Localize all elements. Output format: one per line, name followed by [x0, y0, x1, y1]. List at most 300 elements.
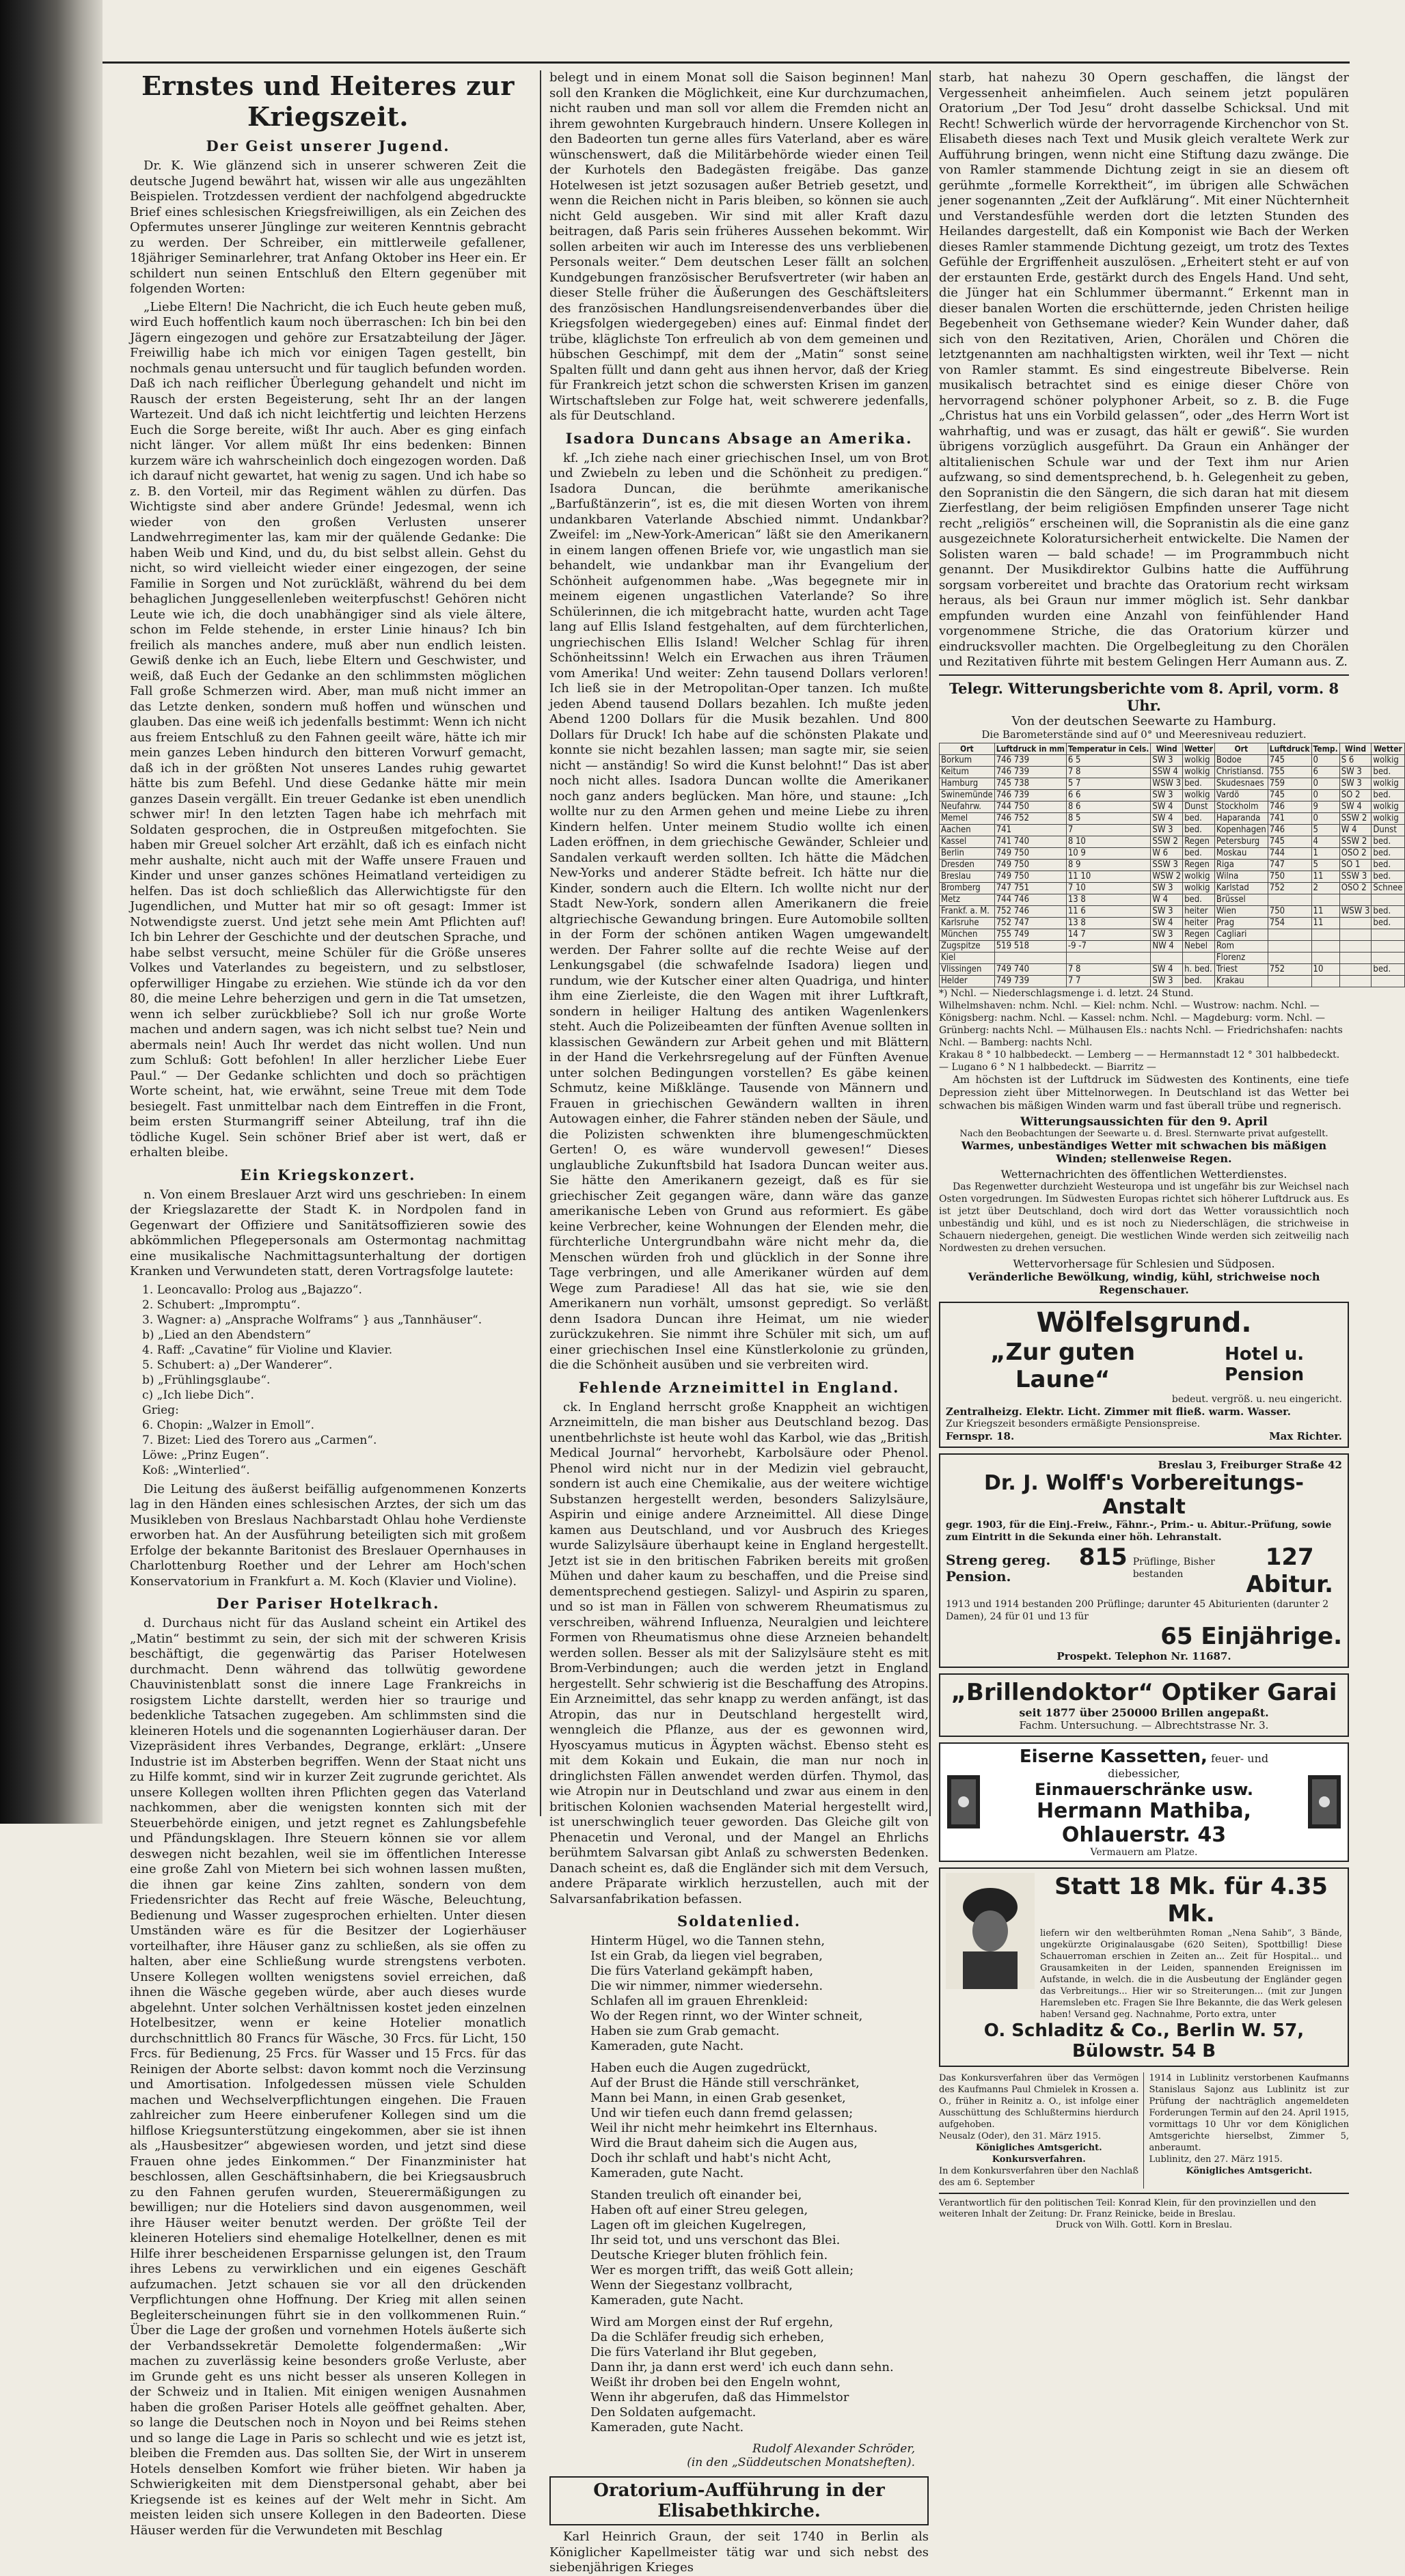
- weather-cell: Wilna: [1214, 871, 1268, 882]
- weather-cell: W 6: [1151, 847, 1183, 859]
- weather-cell: Regen: [1183, 836, 1215, 847]
- page-headline: Ernstes und Heiteres zur Kriegszeit.: [141, 70, 515, 132]
- column-2: [540, 70, 929, 2575]
- weather-cell: [1339, 929, 1372, 940]
- weather-row: [940, 917, 1405, 929]
- weather-column-header: Luftdruck: [1268, 743, 1311, 754]
- weather-cell: 755 749: [994, 929, 1066, 940]
- program-item: 4. Raff: „Cavatine“ für Violine und Klavier.: [142, 1343, 393, 1357]
- ad-wolff-anstalt: [939, 1453, 1349, 1668]
- poem-line: Haben sie zum Grab gemacht.: [590, 2024, 780, 2038]
- poem-line: Wenn ihr abgerufen, daß das Himmelstor: [590, 2390, 849, 2404]
- weather-cell: bed.: [1372, 963, 1404, 975]
- weather-row: [940, 859, 1405, 871]
- ad-line: Zur Kriegszeit besonders ermäßigte Pensionspreise.: [946, 1418, 1201, 1429]
- weather-cell: 11: [1311, 871, 1339, 882]
- weather-row: [940, 905, 1405, 917]
- weather-row: [940, 882, 1405, 894]
- weather-row: [940, 940, 1405, 952]
- poem-line: Dann ihr, ja dann erst werd' ich euch dann sehn.: [590, 2360, 894, 2374]
- weather-cell: 750: [1268, 905, 1311, 917]
- weather-cell: 11: [1311, 905, 1339, 917]
- weather-row: [940, 836, 1405, 847]
- weather-column-header: Temp.: [1311, 743, 1339, 754]
- ad-optiker-garai: [939, 1673, 1349, 1737]
- program-item: 1. Leoncavallo: Prolog aus „Bajazzo“.: [142, 1283, 362, 1297]
- poem-line: Kameraden, gute Nacht.: [590, 2420, 744, 2435]
- imprint: Verantwortlich für den politischen Teil: Konrad Klein, für den provinziellen und den weiteren Inhalt der Zeitung: Dr. Franz Reinicke, beide in Breslau.: [939, 2197, 1316, 2219]
- notice-text: 1914 in Lublinitz verstorbenen Kaufmanns Stanislaus Sajonz aus Lublinitz ist zur Prüfung der nachträglich angemeldeten Forderungen Termin auf den 24. April 1915, vormittags 10 Uhr vor dem Königlichen Amtsgerichte hierselbst, Zimmer 5, anberaumt.: [1149, 2072, 1349, 2153]
- article-paragraph: „Liebe Eltern! Die Nachricht, die ich Euch heute geben muß, wird Euch hoffentlich kaum noch überraschen: Ich bin bei den Jägern eingezogen und gehöre zur Ersatzabteilung der Jäger. Freiwillig habe ich mich vor einigen Tagen gestellt, bin nochmals genau untersucht und für tauglich befunden worden. Daß ich nach reiflicher Überlegung gehandelt und nicht im Rausch der ersten Begeisterung, seht Ihr an der langen Wartezeit. Und daß ich nicht leichtfertig und leichten Herzens Euch die Sorge bereite, wißt Ihr auch. Aber es ging einfach nicht länger. Vor allem müßt Ihr eins bedenken: Binnen kurzem wäre ich wahrscheinlich doch eingezogen worden. Daß ich darauf nicht gewartet, hat wenig zu sagen. Und ich habe so z. B. den Vorteil, mir das Regiment wählen zu dürfen. Das Wichtigste sind aber andere Gründe! Jedesmal, wenn ich wieder von den großen Verlusten unserer Landwehrregimenter las, kam mir der quälende Gedanke: Die haben Weib und Kind, und du, du bist selbst allein. Gehst du nicht, so wird vielleicht wieder einer eingezogen, der seine Familie in Sorgen und Not zurückläßt, während du bei dem behaglichen Junggesellenleben weiterpfuschst! Gehören nicht Leute wie ich, die doch unabhängiger sind als viele ältere, schon im Felde stehende, in erster Linie hinaus? Ich bin freilich als manches andere, muß aber nun endlich leisten. Gewiß denke ich an Euch, liebe Eltern und Geschwister, und weiß, daß Euch der Gedanke an den schlimmsten möglichen Fall große Schmerzen wird. Aber, man muß nicht immer an das Letzte denken, sondern muß hoffen und wünschen und glauben. Das eine weiß ich jedenfalls bestimmt: Wenn ich nicht aus freiem Entschluß zu den Fahnen geeilt wäre, hätte ich mir mein ganzes Leben hindurch den bitteren Vorwurf gemacht, daß ich in der größten Not unseres Landes ruhig gewartet hätte bis zum Befehl. Und diese Gedanke hätte mir mein ganzes Dasein vergällt. Ein treuer Gedanke ist eben unendlich schwer mir! In den letzten Tagen habe ich mehrfach mit Soldaten gesprochen, die in Ostpreußen mitgefochten. Sie haben mir Greuel solcher Art erzählt, daß ich es einfach nicht mehr aushalte, nicht auch mit der Waffe unsere Frauen und Kinder und unser ganzes schönes Heimatland verteidigen zu helfen. Das ist doch schließlich das Allerwichtigste für den Jugendlichen, und Mutter hat mir so oft gesagt: Immer ist Notwendigste zuerst. Und jetzt sehe mein Amt Pflichten auf! Ich bin Lehrer der Geschichte und der deutschen Sprache, und habe selbst versucht, meine Schüler für die Größe unseres Volkes und Vaterlandes zu begeistern, und zu selbstloser, opferwilliger Hingabe zu erziehen. Wie stünde ich da vor den 80, die meine Lehre beherzigen und gern in die Tat umsetzen, wenn ich selber zurückbliebe? Soll ich nur große Worte machen und andern sagen, was ich nicht selbst tue? Nein und abermals nein! Auch Ihr werdet das nicht wollen. Und nun zum Schluß: Gott befohlen! In aller herzlicher Liebe Euer Paul.“ — Der Gedanke schlichten und doch so prächtigen Worte scheint, hat, wie erwähnt, seine Treue mit dem Tode besiegelt. Fast unmittelbar nach dem Eintreffen in die Front, beim ersten Sturmangriff seiner Abteilung, traf ihn die tödliche Kugel. Sein schöner Brief aber ist wert, daß er erhalten bleibe.: [130, 299, 526, 1160]
- weather-cell: bed.: [1372, 905, 1404, 917]
- weather-cell: 749 740: [994, 963, 1066, 975]
- weather-cell: bed.: [1372, 766, 1404, 778]
- poem-line: Da die Schläfer freudig sich erheben,: [590, 2330, 825, 2344]
- weather-cell: bed.: [1183, 975, 1215, 987]
- program-item: 3. Wagner: a) „Ansprache Wolframs“ } aus „Tannhäuser“.: [142, 1313, 482, 1327]
- weather-cell: München: [940, 929, 995, 940]
- program-item: c) „Ich liebe Dich“.: [142, 1388, 254, 1402]
- weather-cell: bed.: [1372, 871, 1404, 882]
- weather-cell: Karlstad: [1214, 882, 1268, 894]
- weather-row: [940, 975, 1405, 987]
- weather-cell: -9 -7: [1066, 940, 1151, 952]
- article-title-duncan: Isadora Duncans Absage an Amerika.: [565, 429, 913, 447]
- weather-cell: 7: [1066, 824, 1151, 836]
- poem-stanza: [590, 1934, 929, 2054]
- weather-cell: 8 5: [1066, 812, 1151, 824]
- weather-row: [940, 847, 1405, 859]
- weather-cell: [1151, 952, 1183, 963]
- ad-mathiba: [939, 1742, 1349, 1862]
- poem: [590, 1934, 929, 2435]
- weather-cell: [1268, 952, 1311, 963]
- book-binding-edge: [0, 0, 103, 1824]
- poem-line: Haben oft auf einer Streu gelegen,: [590, 2203, 808, 2217]
- wetterdienst-text: Das Regenwetter durchzieht Westeuropa und ist ungefähr bis zur Weichsel nach Osten vorgedrungen. Im Südwesten Europas richtet sich höherer Luftdruck aus. Es ist jetzt über Deutschland, doch wird dort das Wetter voraussichtlich noch unbeständig und kühl, und es ist noch zu Niederschlägen, die strichweise in Schauern niedergehen, geneigt. Die westlichen Winde werden sich zeitweilig nach Nordwesten zu drehen versuchen.: [939, 1181, 1349, 1254]
- weather-cell: SW 4: [1151, 812, 1183, 824]
- notice-court: Königliches Amtsgericht.: [975, 2142, 1102, 2153]
- ad-nena-sahib: [939, 1867, 1349, 2067]
- weather-cell: 747: [1268, 859, 1311, 871]
- weather-cell: SSW 2: [1339, 812, 1372, 824]
- weather-footnote: Wilhelmshaven: nchm. Nchl. — Kiel: nchm. Nchl. — Wustrow: nachm. Nchl. — Königsberg: nachm. Nchl. — Kassel: nchm. Nchl. — Magdeburg: vorm. Nchl. — Grünberg: nachts Nchl. — Mülhausen Els.: nachts Nchl. — Friedrichshafen: nachts Nchl. — Bamberg: nachts Nchl.: [939, 1000, 1343, 1048]
- weather-cell: Hamburg: [940, 778, 995, 789]
- weather-cell: 752 747: [994, 917, 1066, 929]
- weather-cell: wolkig: [1183, 754, 1215, 766]
- poem-line: Ihr seid tot, und uns verschont das Blei.: [590, 2233, 841, 2247]
- weather-cell: 746 739: [994, 754, 1066, 766]
- weather-cell: 744 746: [994, 894, 1066, 905]
- program-item: Koß: „Winterlied“.: [142, 1463, 250, 1477]
- ad-line: seit 1877 über 250000 Brillen angepaßt.: [1019, 1705, 1269, 1719]
- weather-cell: Swinemünde: [940, 789, 995, 801]
- poem-line: Auf der Brust die Hände still verschränket,: [590, 2076, 860, 2090]
- ad-title: Eiserne Kassetten,: [1019, 1746, 1208, 1767]
- weather-cell: 13 8: [1066, 917, 1151, 929]
- program-item: 2. Schubert: „Impromptu“.: [142, 1298, 301, 1312]
- weather-title: Telegr. Witterungsberichte vom 8. April, vorm. 8 Uhr.: [949, 679, 1339, 714]
- weather-cell: 1: [1311, 847, 1339, 859]
- weather-cell: 2: [1311, 882, 1339, 894]
- ad-line: Prüflinge, Bisher bestanden: [1132, 1556, 1215, 1580]
- weather-cell: 0: [1311, 789, 1339, 801]
- poem-source: (in den „Süddeutschen Monatsheften).: [687, 2456, 915, 2469]
- weather-cell: wolkig: [1372, 778, 1404, 789]
- notice-text: Das Konkursverfahren über das Vermögen des Kaufmanns Paul Chmielek in Krossen a. O., früher in Reinitz a. O., ist infolge einer Ausschüttung des Schlußtermins hierdurch aufgehoben.: [939, 2072, 1139, 2130]
- weather-cell: [1372, 940, 1404, 952]
- weather-column-header: Temperatur in Cels.: [1066, 743, 1151, 754]
- ad-title: „Brillendoktor“ Optiker Garai: [951, 1678, 1337, 1706]
- weather-column-header: Wind: [1339, 743, 1372, 754]
- weather-cell: [1339, 975, 1372, 987]
- weather-cell: Metz: [940, 894, 995, 905]
- weather-cell: Florenz: [1214, 952, 1268, 963]
- weather-cell: WSW 3: [1339, 905, 1372, 917]
- weather-cell: 749 750: [994, 847, 1066, 859]
- weather-cell: 0: [1311, 754, 1339, 766]
- weather-cell: 0: [1311, 812, 1339, 824]
- weather-cell: Bromberg: [940, 882, 995, 894]
- weather-cell: W 4: [1151, 894, 1183, 905]
- weather-cell: 752 746: [994, 905, 1066, 917]
- weather-cell: 741: [1268, 812, 1311, 824]
- article-title-jugend: Der Geist unserer Jugend.: [206, 137, 450, 154]
- weather-cell: [1066, 952, 1151, 963]
- weather-cell: Zugspitze: [940, 940, 995, 952]
- weather-cell: WSW 3: [1151, 778, 1183, 789]
- ad-number: 127 Abitur.: [1246, 1543, 1333, 1598]
- vorhersage-title: Wettervorhersage für Schlesien und Südposen.: [1013, 1257, 1275, 1270]
- poem-line: Deutsche Krieger bluten fröhlich fein.: [590, 2248, 828, 2262]
- weather-cell: 7 7: [1066, 975, 1151, 987]
- portrait-illustration: [946, 1873, 1035, 1989]
- poem-title: Soldatenlied.: [677, 1913, 802, 1930]
- weather-cell: bed.: [1183, 847, 1215, 859]
- weather-row: [940, 963, 1405, 975]
- weather-cell: Vardö: [1214, 789, 1268, 801]
- poem-line: Den Soldaten aufgemacht.: [590, 2405, 756, 2420]
- weather-cell: SW 3: [1151, 754, 1183, 766]
- weather-cell: [1268, 929, 1311, 940]
- weather-cell: NW 4: [1151, 940, 1183, 952]
- weather-cell: Regen: [1183, 929, 1215, 940]
- weather-cell: [1372, 894, 1404, 905]
- poem-author: Rudolf Alexander Schröder,: [752, 2442, 915, 2456]
- weather-cell: 7 8: [1066, 766, 1151, 778]
- article-title-kriegskonzert: Ein Kriegskonzert.: [240, 1166, 416, 1183]
- weather-cell: [1311, 894, 1339, 905]
- weather-cell: SW 3: [1151, 824, 1183, 836]
- poem-stanza: [590, 2061, 929, 2181]
- weather-cell: 5: [1311, 859, 1339, 871]
- weather-cell: h. bed.: [1183, 963, 1215, 975]
- weather-cell: [1372, 952, 1404, 963]
- weather-cell: 741 740: [994, 836, 1066, 847]
- ad-address: Breslau 3, Freiburger Straße 42: [1158, 1458, 1342, 1471]
- weather-cell: 750: [1268, 871, 1311, 882]
- weather-cell: Kopenhagen: [1214, 824, 1268, 836]
- weather-row: [940, 952, 1405, 963]
- weather-cell: [1339, 952, 1372, 963]
- notice-date: Lublinitz, den 27. März 1915.: [1149, 2154, 1283, 2165]
- weather-row: [940, 871, 1405, 882]
- ad-phone: Fernspr. 18.: [946, 1429, 1015, 1442]
- weather-cell: Berlin: [940, 847, 995, 859]
- weather-footnote: *) Nchl. — Niederschlagsmenge i. d. letzt. 24 Stund.: [939, 987, 1194, 999]
- weather-cell: WSW 2: [1151, 871, 1183, 882]
- weather-cell: 10: [1311, 963, 1339, 975]
- weather-cell: bed.: [1183, 812, 1215, 824]
- weather-cell: SW 3: [1151, 929, 1183, 940]
- weather-cell: 14 7: [1066, 929, 1151, 940]
- weather-cell: SSW 3: [1339, 871, 1372, 882]
- weather-cell: Neufahrw.: [940, 801, 995, 812]
- weather-row: [940, 894, 1405, 905]
- weather-cell: Breslau: [940, 871, 995, 882]
- weather-footnote: Krakau 8 ° 10 halbbedeckt. — Lemberg — — Hermannstadt 12 ° 301 halbbedeckt. — Lugano 6 ° N 1 halbbedeckt. — Biarritz —: [939, 1049, 1340, 1073]
- weather-column-header: Wetter: [1372, 743, 1404, 754]
- weather-cell: 11 6: [1066, 905, 1151, 917]
- program-item: 5. Schubert: a) „Der Wanderer“.: [142, 1358, 333, 1372]
- article-paragraph: Dr. K. Wie glänzend sich in unserer schweren Zeit die deutsche Jugend bewährt hat, wissen wir alle aus ungezählten Beispielen. Trotzdessen verdient der nachfolgend abgedruckte Brief eines schlesischen Kriegsfreiwilligen, als ein Zeichen des Opfermutes unserer Jünglinge zur weiteren Kenntnis gebracht zu werden. Der Schreiber, ein mittlerweile gefallener, 18jähriger Seminarlehrer, trat Anfang Oktober ins Heer ein. Er schildert nun seinen Entschluß den Eltern gegenüber mit folgenden Worten:: [130, 159, 526, 296]
- ad-line: Streng gereg. Pension.: [946, 1551, 1051, 1585]
- forecast-text: Warmes, unbeständiges Wetter mit schwachen bis mäßigen Winden; stellenweise Regen.: [961, 1138, 1327, 1165]
- ad-line: Fachm. Untersuchung. — Albrechtstrasse Nr. 3.: [1019, 1718, 1269, 1731]
- safe-icon: [1304, 1771, 1345, 1833]
- weather-cell: SSW 4: [1151, 766, 1183, 778]
- newspaper-page: [103, 61, 1403, 2575]
- weather-cell: Wien: [1214, 905, 1268, 917]
- weather-cell: SW 3: [1151, 789, 1183, 801]
- poem-line: Wird am Morgen einst der Ruf ergehn,: [590, 2315, 834, 2329]
- poem-line: Ist ein Grab, da liegen viel begraben,: [590, 1949, 823, 1963]
- weather-cell: [1183, 952, 1215, 963]
- weather-cell: Skudesnaes: [1214, 778, 1268, 789]
- ad-hotel-type: Hotel u. Pension: [1225, 1343, 1305, 1385]
- ad-company: O. Schladitz & Co., Berlin W. 57, Bülowstr. 54 B: [983, 2020, 1305, 2061]
- weather-cell: SW 3: [1151, 882, 1183, 894]
- weather-cell: 9: [1311, 801, 1339, 812]
- weather-cell: 746: [1268, 824, 1311, 836]
- poem-line: Haben euch die Augen zugedrückt,: [590, 2061, 811, 2075]
- poem-line: Weil ihr nicht mehr heimkehrt ins Elternhaus.: [590, 2121, 878, 2135]
- weather-cell: SW 4: [1151, 917, 1183, 929]
- weather-cell: 749 750: [994, 871, 1066, 882]
- weather-cell: SSW 2: [1339, 836, 1372, 847]
- weather-cell: 744: [1268, 847, 1311, 859]
- safe-icon: [943, 1771, 984, 1833]
- weather-cell: Dunst: [1183, 801, 1215, 812]
- weather-cell: [1311, 952, 1339, 963]
- weather-cell: 752: [1268, 963, 1311, 975]
- weather-cell: Vlissingen: [940, 963, 995, 975]
- weather-cell: 10 9: [1066, 847, 1151, 859]
- weather-cell: wolkig: [1183, 871, 1215, 882]
- ad-line: feuer- und diebessicher,: [1108, 1751, 1269, 1780]
- ad-title: Wölfelsgrund.: [1036, 1306, 1252, 1339]
- weather-cell: 747 751: [994, 882, 1066, 894]
- weather-cell: Dunst: [1372, 824, 1404, 836]
- weather-cell: 6 5: [1066, 754, 1151, 766]
- ad-hotel-name: „Zur guten Laune“: [990, 1338, 1136, 1393]
- weather-cell: 741: [994, 824, 1066, 836]
- weather-cell: [1339, 963, 1372, 975]
- weather-cell: 6: [1311, 766, 1339, 778]
- weather-cell: 6 6: [1066, 789, 1151, 801]
- weather-cell: SW 4: [1151, 801, 1183, 812]
- weather-cell: 13 8: [1066, 894, 1151, 905]
- weather-cell: Brüssel: [1214, 894, 1268, 905]
- ad-owner: Max Richter.: [1269, 1429, 1342, 1442]
- weather-cell: [1268, 975, 1311, 987]
- weather-cell: 7 10: [1066, 882, 1151, 894]
- weather-cell: 0: [1311, 778, 1339, 789]
- weather-cell: bed.: [1372, 836, 1404, 847]
- weather-cell: wolkig: [1183, 789, 1215, 801]
- ad-title: Dr. J. Wolff's Vorbereitungs-Anstalt: [983, 1470, 1305, 1519]
- ad-line: gegr. 1903, für die Einj.-Freiw., Fähnr.-, Prim.- u. Abitur.-Prüfung, sowie zum Eintritt in die Sekunda einer höh. Lehranstalt.: [946, 1519, 1332, 1543]
- divider: [939, 674, 1349, 676]
- weather-cell: Nebel: [1183, 940, 1215, 952]
- weather-cell: [1372, 929, 1404, 940]
- weather-row: [940, 766, 1405, 778]
- ad-line: Vermauern am Platze.: [1090, 1846, 1198, 1858]
- weather-cell: 8 10: [1066, 836, 1151, 847]
- weather-cell: [1311, 940, 1339, 952]
- program-item: Löwe: „Prinz Eugen“.: [142, 1448, 269, 1462]
- weather-cell: bed.: [1372, 847, 1404, 859]
- weather-cell: Memel: [940, 812, 995, 824]
- article-paragraph: starb, hat nahezu 30 Opern geschaffen, die längst der Vergessenheit anheimfielen. Auch seinem jetzt populären Oratorium „Der Tod Jesu“ droht dasselbe Schicksal. Und mit Recht! Schwerlich würde der hervorragende Kirchenchor von St. Elisabeth dieses nach Text und Musik gleich veraltete Werk zur Aufführung bringen, wenn nicht eine Stiftung dazu zwänge. Die von Ramler stammende Dichtung zeigt in sie an diesem oft gerühmte „formelle Korrektheit“, im übrigen alle Schwächen jener sogenannten „Zeit der Aufklärung“. Mit einer Nüchternheit und Verstandesfühle werden dort die letzten Stunden des Heilandes dargestellt, daß ein Komponist wie Bach der Werken dieses Ramler stammende Dichtung gezeigt, um trotz des Textes Gefühle der Ergriffenheit auszulösen. „Erheitert steht er auf von der erstaunten Erde, gestärkt durch des Engels Hand. Und seht, die Jünger hat ein Schlummer übermannt.“ Erkennt man in dieser banalen Worten die erschütternde, jeden Christen heilige Begebenheit von Gethsemane wieder? Kein Wunder daher, daß sich von den Rezitativen, Arien, Chorälen und Chören die letztgenannten am nachhaltigsten wirkten, weil ihr Text — nicht von Ramler stammt. Es sind eingestreute Bibelverse. Rein musikalisch betrachtet sind es einige dieser Chöre von hervorragend schöner polyphoner Arbeit, so z. B. die Fuge „Christus hat uns ein Vorbild gelassen“, oder „des Herrn Wort ist wahrhaftig, und was er zusagt, das hält er gewiß“. Sie wurden übrigens vorzüglich ausgeführt. Da Graun ein Anhänger der altitalienischen Schule war und der Text ihm nur Arien aufzwang, so sind dementsprechend, b. h. Gelegenheit zu geben, den Sopranistin die den Sängern, die sich daran hat mit diesem Zierfestlang, der beim religiösen Empfinden unserer Tage nicht recht „religiös“ erscheinen will, die Sopranistin als die eine ganz ausgezeichnete Koloratursicherheit entwickelte. Die Namen der Solisten waren — bald schade! — im Programmbuch nicht genannt. Der Musikdirektor Gulbins hatte die Aufführung sorgsam vorbereitet und brachte das Oratorium recht wirksam heraus, als bei Graun nur immer möglich ist. Sehr dankbar empfunden wurden eine Anzahl von feinfühlender Hand vorgenommene Striche, die das Oratorium kürzer und eindrucksvoller machten. Die Orgelbegleitung zu den Chorälen und Rezitativen führte mit bestem Gelingen Herr Aumann aus. Z.: [939, 70, 1349, 669]
- ad-number: 815: [1078, 1543, 1128, 1571]
- weather-table: [939, 743, 1405, 987]
- weather-cell: Krakau: [1214, 975, 1268, 987]
- weather-cell: Regen: [1183, 859, 1215, 871]
- weather-cell: 8 6: [1066, 801, 1151, 812]
- weather-row: [940, 778, 1405, 789]
- notice-date: Neusalz (Oder), den 31. März 1915.: [939, 2130, 1102, 2141]
- weather-cell: [1311, 929, 1339, 940]
- weather-column-header: Ort: [1214, 743, 1268, 754]
- poem-line: Wenn der Siegestanz vollbracht,: [590, 2278, 793, 2292]
- program-item: b) „Lied an den Abendstern“: [142, 1328, 312, 1342]
- weather-column-header: Wetter: [1183, 743, 1215, 754]
- imprint-printer: Druck von Wilh. Gottl. Korn in Breslau.: [1055, 2219, 1233, 2230]
- ad-line: Prospekt. Telephon Nr. 11687.: [1056, 1649, 1231, 1662]
- weather-cell: SW 4: [1151, 963, 1183, 975]
- forecast-subtitle: Nach den Beobachtungen der Seewarte u. d. Bresl. Sternwarte privat aufgestellt.: [959, 1128, 1328, 1139]
- weather-cell: SO 2: [1339, 789, 1372, 801]
- weather-cell: 746 739: [994, 766, 1066, 778]
- weather-cell: W 4: [1339, 824, 1372, 836]
- ad-number: 65 Einjährige.: [1160, 1622, 1342, 1650]
- weather-cell: bed.: [1183, 778, 1215, 789]
- ad-title: Statt 18 Mk. für 4.35 Mk.: [1054, 1872, 1328, 1928]
- weather-cell: 745: [1268, 754, 1311, 766]
- weather-cell: Aachen: [940, 824, 995, 836]
- weather-cell: 745: [1268, 789, 1311, 801]
- weather-cell: 519 518: [994, 940, 1066, 952]
- poem-line: Und wir tiefen euch dann fremd gelassen;: [590, 2106, 854, 2120]
- article-title-oratorium: Oratorium-Aufführung in der Elisabethkirche.: [549, 2476, 929, 2525]
- weather-cell: wolkig: [1372, 801, 1404, 812]
- weather-cell: bed.: [1372, 917, 1404, 929]
- concert-program: [142, 1283, 526, 1478]
- weather-cell: Schnee: [1372, 882, 1404, 894]
- weather-cell: Borkum: [940, 754, 995, 766]
- weather-cell: Kassel: [940, 836, 995, 847]
- weather-column-header: Luftdruck in mm: [994, 743, 1066, 754]
- weather-cell: S 6: [1339, 754, 1372, 766]
- article-title-arzneimittel: Fehlende Arzneimittel in England.: [578, 1378, 900, 1396]
- column-1: [130, 70, 526, 2538]
- notice-text: In dem Konkursverfahren über den Nachlaß des am 6. September: [939, 2165, 1139, 2188]
- weather-cell: Karlsruhe: [940, 917, 995, 929]
- weather-cell: 744 750: [994, 801, 1066, 812]
- article-paragraph: belegt und in einem Monat soll die Saison beginnen! Man soll den Kranken die Möglichkeit, eine Kur durchzumachen, nicht rauben und man soll vor allem die Fremden nicht an ihrem gewohnten Kurgebrauch hindern. Unsere Kollegen in den Badeorten tun gerne alles fürs Vaterland, aber es wäre wünschenswert, daß die Militärbehörde wieder einen Teil der Kurhotels den Badegästen freigäbe. Das ganze Hotelwesen ist jetzt sozusagen außer Betrieb gesetzt, und wenn die Reichen nicht in Paris bleiben, so können sie auch nicht Geld ausgeben. Wir sind mit aller Kraft dazu beitragen, daß Paris sein früheres Aussehen bekommt. Wir sollen arbeiten wir auch im Interesse des uns verbliebenen Personals weiter.“ Dem deutschen Leser fällt an solchen Kundgebungen französischer Berufsvertreter (wir haben an dieser Stelle früher die Äußerungen des Geschäftsleiters des französischen Handlungsreisendenverbandes über die Kriegsfolgen wiedergegeben) eines auf: Einmal findet der trübe, kläglichste Ton erfreulich ab von dem gemeinen und hübschen Geschimpf, mit dem der „Matin“ sonst seine Spalten füllt und dann geht aus ihnen hervor, daß der Krieg für Frankreich jetzt schon die schwersten Krisen im ganzen Wirtschaftsleben zur Folge hat, weit schwerere jedenfalls, als für Deutschland.: [549, 70, 929, 423]
- ad-line: bedeut. vergröß. u. neu eingericht.: [1171, 1393, 1342, 1405]
- weather-cell: Haparanda: [1214, 812, 1268, 824]
- poem-line: Kameraden, gute Nacht.: [590, 2166, 744, 2180]
- weather-cell: OSO 2: [1339, 882, 1372, 894]
- weather-cell: 752: [1268, 882, 1311, 894]
- weather-cell: SW 4: [1339, 801, 1372, 812]
- weather-cell: 754: [1268, 917, 1311, 929]
- weather-cell: Keitum: [940, 766, 995, 778]
- article-paragraph: d. Durchaus nicht für das Ausland scheint ein Artikel des „Matin“ bestimmt zu sein, der sich mit der schweren Krisis beschäftigt, die gegenwärtig das Pariser Hotelwesen durchmacht. Denn während das tollwütig gewordene Chauvinistenblatt sonst die innere Lage Frankreichs in rosigstem Lichte darstellt, werden hier so traurige und bedenkliche Tatsachen zugegeben. Am schlimmsten sind die kleineren Hotels und die sogenannten Logierhäuser daran. Der Vizepräsident ihres Verbandes, Degrange, erklärt: „Unsere Industrie ist im Absterben begriffen. Wenn der Staat nicht uns zu Hilfe kommt, sind wir in kurzer Zeit zugrunde gerichtet. Als unsere Kollegen wollten ihren Pflichten gegen das Vaterland nachkommen, aber die wenigsten konnten sich mit der Steuerbehörde einigen, und jetzt regnet es Zahlungsbefehle und Pfändungsklagen. Ihre Steuern können sie vor allem deswegen nicht bezahlen, weil sie im öffentlichen Interesse eine große Zahl von Mietern bei sich wohnen lassen mußten, die ihnen gar keine Zins zahlten, sondern von dem Friedensrichter das Recht auf freie Wäsche, Beleuchtung, Bedienung und Wasser zugesprochen erhielten. Unter diesen Umständen wäre es für die Besitzer der Logierhäuser vorteilhafter, ihre Häuser ganz zu schließen, als sie offen zu halten, aber eine Schließung wurde strengstens verboten. Unsere Kollegen wollten wenigstens soviel erreichen, daß ihnen die Wäsche gegeben würde, aber auch dieses wurde abgelehnt. Unter solchen Verhältnissen kostet jeden einzelnen Hotelbesitzer, wenn er keine Hotelier monatlich durchschnittlich 80 Francs für Wäsche, 30 Frcs. für Licht, 150 Frcs. für Bedienung, 25 Frcs. für Wasser und 15 Frcs. für das Reinigen der Aborte selbst: davon kommt noch die Verzinsung und Amortisation. Infolgedessen müssen viele Schulden machen und Wechselverpflichtungen eingehen. Die Frauen zahlreicher zum Heere einberufener Kollegen sind um die hilflose Kriegsunterstützung eingekommen, aber sie ist ihnen als „Hausbesitzer“ abgewiesen worden, und jetzt sind diese Frauen ohne jedes Einkommen.“ Der Finanzminister hat beschlossen, allen Geschäftsinhabern, die bei Kriegsausbruch zu den Fahnen gerufen wurden, Steuerermäßigungen zu bewilligen; nur die Hoteliers sind davon ausgenommen, weil ihre Häuser weiter benutzt werden. Der größte Teil der kleineren Hoteliers sind ehemalige Hotelkellner, denen es mit Hilfe ihrer bescheidenen Ersparnisse gelungen ist, den Traum ihres Lebens zu verwirklichen und ein eigenes Geschäft aufzumachen. Jetzt schauen sie vor all den drückenden Verpflichtungen ohne Hoffnung. Der Krieg mit allen seinen Begleiterscheinungen führt sie in den vollkommenen Ruin.“ Über die Lage der großen und vornehmen Hotels äußerte sich der Verbandssekretär Demolette folgendermaßen: „Wir machen zu zuverlässig keine besonders große Verluste, aber im Grunde geht es uns nicht besser als unseren Kollegen in der Schweiz und in Italien. Mit einigen wenigen Ausnahmen haben die großen Pariser Hotels alle geöffnet gehalten. Aber, so lange die Deutschen noch in Noyon und bei Reims stehen und so lange die Lage in Paris so schlecht und wie es jetzt ist, bleiben die Fremden aus. Das sollten Sie, der Wirt in unserem Hotels denselben Komfort wie früher bieten. Wir haben ja Schwierigkeiten mit dem Dienstpersonal gehabt, aber bei Kriegsende ist es keines auf der Welt mehr in Sicht. Am meisten leiden sich unsere Kollegen in den Badeorten. Diese Häuser werden für die Verwundeten mit Beschlag: [130, 1616, 526, 2538]
- weather-cell: 11: [1311, 917, 1339, 929]
- weather-column-header: Wind: [1151, 743, 1183, 754]
- weather-cell: wolkig: [1183, 882, 1215, 894]
- weather-cell: Frankf. a. M.: [940, 905, 995, 917]
- weather-cell: [1339, 917, 1372, 929]
- weather-cell: bed.: [1183, 824, 1215, 836]
- poem-line: Wird die Braut daheim sich die Augen aus,: [590, 2136, 858, 2150]
- weather-row: [940, 929, 1405, 940]
- weather-cell: SW 3: [1339, 766, 1372, 778]
- weather-column-header: Ort: [940, 743, 995, 754]
- weather-cell: Dresden: [940, 859, 995, 871]
- weather-row: [940, 824, 1405, 836]
- program-item: b) „Frühlingsglaube“.: [142, 1373, 271, 1387]
- weather-cell: [1311, 975, 1339, 987]
- weather-cell: wolkig: [1372, 754, 1404, 766]
- weather-cell: 5: [1311, 824, 1339, 836]
- weather-cell: wolkig: [1183, 766, 1215, 778]
- poem-line: Lagen oft im gleichen Kugelregen,: [590, 2218, 806, 2232]
- program-item: 7. Bizet: Lied des Torero aus „Carmen“.: [142, 1433, 377, 1447]
- weather-cell: Christiansd.: [1214, 766, 1268, 778]
- weather-cell: bed.: [1183, 894, 1215, 905]
- wetterdienst-title: Wetternachrichten des öffentlichen Wetterdienstes.: [1000, 1167, 1287, 1181]
- ad-woelfelsgrund: [939, 1302, 1349, 1448]
- weather-cell: [1268, 940, 1311, 952]
- article-paragraph: kf. „Ich ziehe nach einer griechischen Insel, um von Brot und Zwiebeln zu leben und die Schönheit zu predigen.“ Isadora Duncan, die berühmte amerikanische „Barfußtänzerin“, ist es, die mit diesen Worten von ihrem undankbaren Vaterlande Abschied nimmt. Undankbar? Zweifel: im „New-York-American“ läßt sie den Amerikanern in einem langen offenen Briefe vor, wie ungastlich man sie behandelt, wie undankbar man ihr Evangelium der Schönheit aufgenommen habe. „Was begegnete mir in meinem eigenen ungastlichen Vaterlande? So ihre Schülerinnen, die ich mitgebracht hatte, wurden acht Tage lang auf Ellis Island festgehalten, auf dem fürchterlichen, ungriechischen Ellis Island! Welcher Schlag für ihren Schönheitssinn! Welch ein Erwachen aus ihren Träumen vom Amerika! Und weiter: Zehn tausend Dollars verloren! Ich ließ sie in der Metropolitan-Oper tanzen. Ich mußte jeden Abend tausend Dollars bezahlen. Ich mußte jeden Abend 1200 Dollars für die Musik bezahlen. Und 800 Dollars für Druck! Ich habe auf die schönsten Plakate und konnte sie nicht bezahlen lassen; man sagte mir, sie seien nicht — anständig! So wird die Kunst belohnt!“ Das ist aber noch nicht alles. Isadora Duncan wollte die Amerikaner noch ganz anders beglücken. Man höre, und staune: „Ich wollte nur zu den Armen gehen und meine Liebe zu ihren Kindern helfen. Unter meinem Studio wollte ich einen Laden eröffnen, in dem griechische Gewänder, Schleier und Sandalen verkauft werden sollten. Ich hätte die Mädchen New-Yorks und anderer Städte befreit. Ich hätte nur die Kinder, sondern auch die Eltern. Ich wollte nicht nur der Stadt New-York, sondern allen Amerikanern die freie altgriechische Gewandung bringen. Eure Automobile sollten in der Form der schönen antiken Wagen umgewandelt werden. Der Fahrer sollte auf die rechte Weise auf der Lenkungsgabel (die schwafelnde Isadora) liegen und rundum, wie der Kutscher einer alten Quadriga, und hinter ihm eine Zierleiste, die den Wagen mit ihrer Luftkraft, sondern in heiliger Haltung des antiken Wagenlenkers steht. Auch die Polizeibeamten der fünften Avenue sollten in klassischen Gewändern zur Arbeit gehen und mit Blättern in der Hand die Verkehrsregelung auf der Fünften Avenue unter solchen Bedingungen vorstellen? Es gäbe keinen Schmutz, keine Mißklänge. Tausende von Männern und Frauen in griechischen Gewändern wallten in ihren Autowagen einher, die Fahrer ständen neben der Säule, und die Polizisten schwenkten ihre blumengeschmückten Gerten! O, es wäre wundervoll gewesen!“ Dieses unglaubliche Zukunftsbild hat Isadora Duncan weiter aus. Sie hätte den Amerikanern gezeigt, daß es für sie griechischer Zeit gegangen wäre, dann wäre das ganze amerikanische Leben von Grund aus reformiert. Es gäbe keine Verbrecher, keine Wohnungen der Elenden mehr, die fürchterliche Untergrundbahn wäre nicht mehr da, die Menschen würden froh und glücklich in der Sonne ihre Tage verbringen, und alle Amerikaner würden auf dem Wege zum Paradiese! All das hat sie, wie sie den Amerikanern nun vorhält, umsonst gepredigt. So verläßt denn Isadora Duncan ihre Heimat, um nie wieder zurückzukehren. Sie nimmt ihre Schüler mit sich, um auf einer griechischen Insel eine Künstlerkolonie zu gründen, die die Schönheit ausüben und sie verbreiten wird.: [549, 450, 929, 1372]
- poem-line: Standen treulich oft einander bei,: [590, 2188, 802, 2202]
- article-paragraph: ck. In England herrscht große Knappheit an wichtigen Arzneimitteln, die man bisher aus Deutschland bezog. Das unentbehrlichste ist heute wohl das Karbol, wie das „British Medical Journal“ hervorhebt, Karbolsäure oder Phenol. Phenol wird nicht nur in der Medizin viel gebraucht, sondern ist auch eine Chemikalie, aus der weitere wichtige Substanzen hergestellt werden, besonders Salizylsäure, Aspirin und einige andere Arzneimittel. All diese Dinge kamen aus Deutschland, und vor Ausbruch des Krieges wurde Salizylsäure überhaupt keine in England hergestellt. Jetzt ist sie in den britischen Fabriken bereits mit großen Mühen und daher kaum zu beschaffen, und die Preise sind dementsprechend gestiegen. Salizyl- und Aspirin zu sparen, und so ist man in Fällen von schwerem Rheumatismus zu verschreiben, während Influenza, Neuralgien und leichtere Formen von Rheumatismus ohne diese Arzneien behandelt werden sollen. Besser als mit der Salizylsäure steht es mit Brom-Verbindungen; auch die werden jetzt in England hergestellt. Sehr schwierig ist die Beschaffung des Atropins. Ein Arzneimittel, das sehr knapp zu werden anfängt, ist das Atropin, das nur in Deutschland hergestellt wird, wenngleich die Pflanze, aus der es gewonnen wird, Hyoscyamus muticus in Ägypten wächst. Ebenso steht es mit dem Kokain und Eukain, die man nur noch in dringlichsten Fällen anwendet werden dürfen. Thymol, das wie Atropin nur in Deutschland und zwar aus einem in den britischen Kolonien wachsenden Material hergestellt wird, ist unerschwinglich teuer geworden. Das Gleiche gilt von Phenacetin und Veronal, und der Mangel an Ehrlichs berühmtem Salvarsan gibt Anlaß zu schwersten Bedenken. Danach scheint es, daß die Engländer sich mit dem Versuch, andere Präparate wirklich herzustellen, auch mit der Salvarsanfabrikation befassen.: [549, 1399, 929, 1906]
- weather-cell: 749 739: [994, 975, 1066, 987]
- weather-row: [940, 754, 1405, 766]
- poem-line: Die wir nimmer, nimmer wiedersehn.: [590, 1979, 823, 1993]
- weather-cell: SO 1: [1339, 859, 1372, 871]
- weather-cell: Helder: [940, 975, 995, 987]
- weather-cell: 4: [1311, 836, 1339, 847]
- weather-subtitle: Von der deutschen Seewarte zu Hamburg.: [1011, 713, 1277, 728]
- ad-line: liefern wir den weltberühmten Roman „Nena Sahib“, 3 Bände, ungekürzte Originalausgabe (620 Seiten), Spottbillig! Diese Schauerroman erschien in Zeiten an... Zeit für Hospital... und Grausamkeiten in der Leiden, spannenden Ereignissen im Aufstande, in welch. die in die Ausbeutung der Engländer gegen das Verbreitungs... Hier wir so Streiterungen... (mit zur Jungen Haremsleben etc. Fragen Sie Ihre Bekannte, die das Werk gelesen haben! Versand geg. Nachnahme, Porto extra, unter: [1040, 1928, 1342, 2020]
- weather-cell: SSW 2: [1151, 836, 1183, 847]
- poem-line: Mann bei Mann, in einen Grab gesenket,: [590, 2091, 846, 2105]
